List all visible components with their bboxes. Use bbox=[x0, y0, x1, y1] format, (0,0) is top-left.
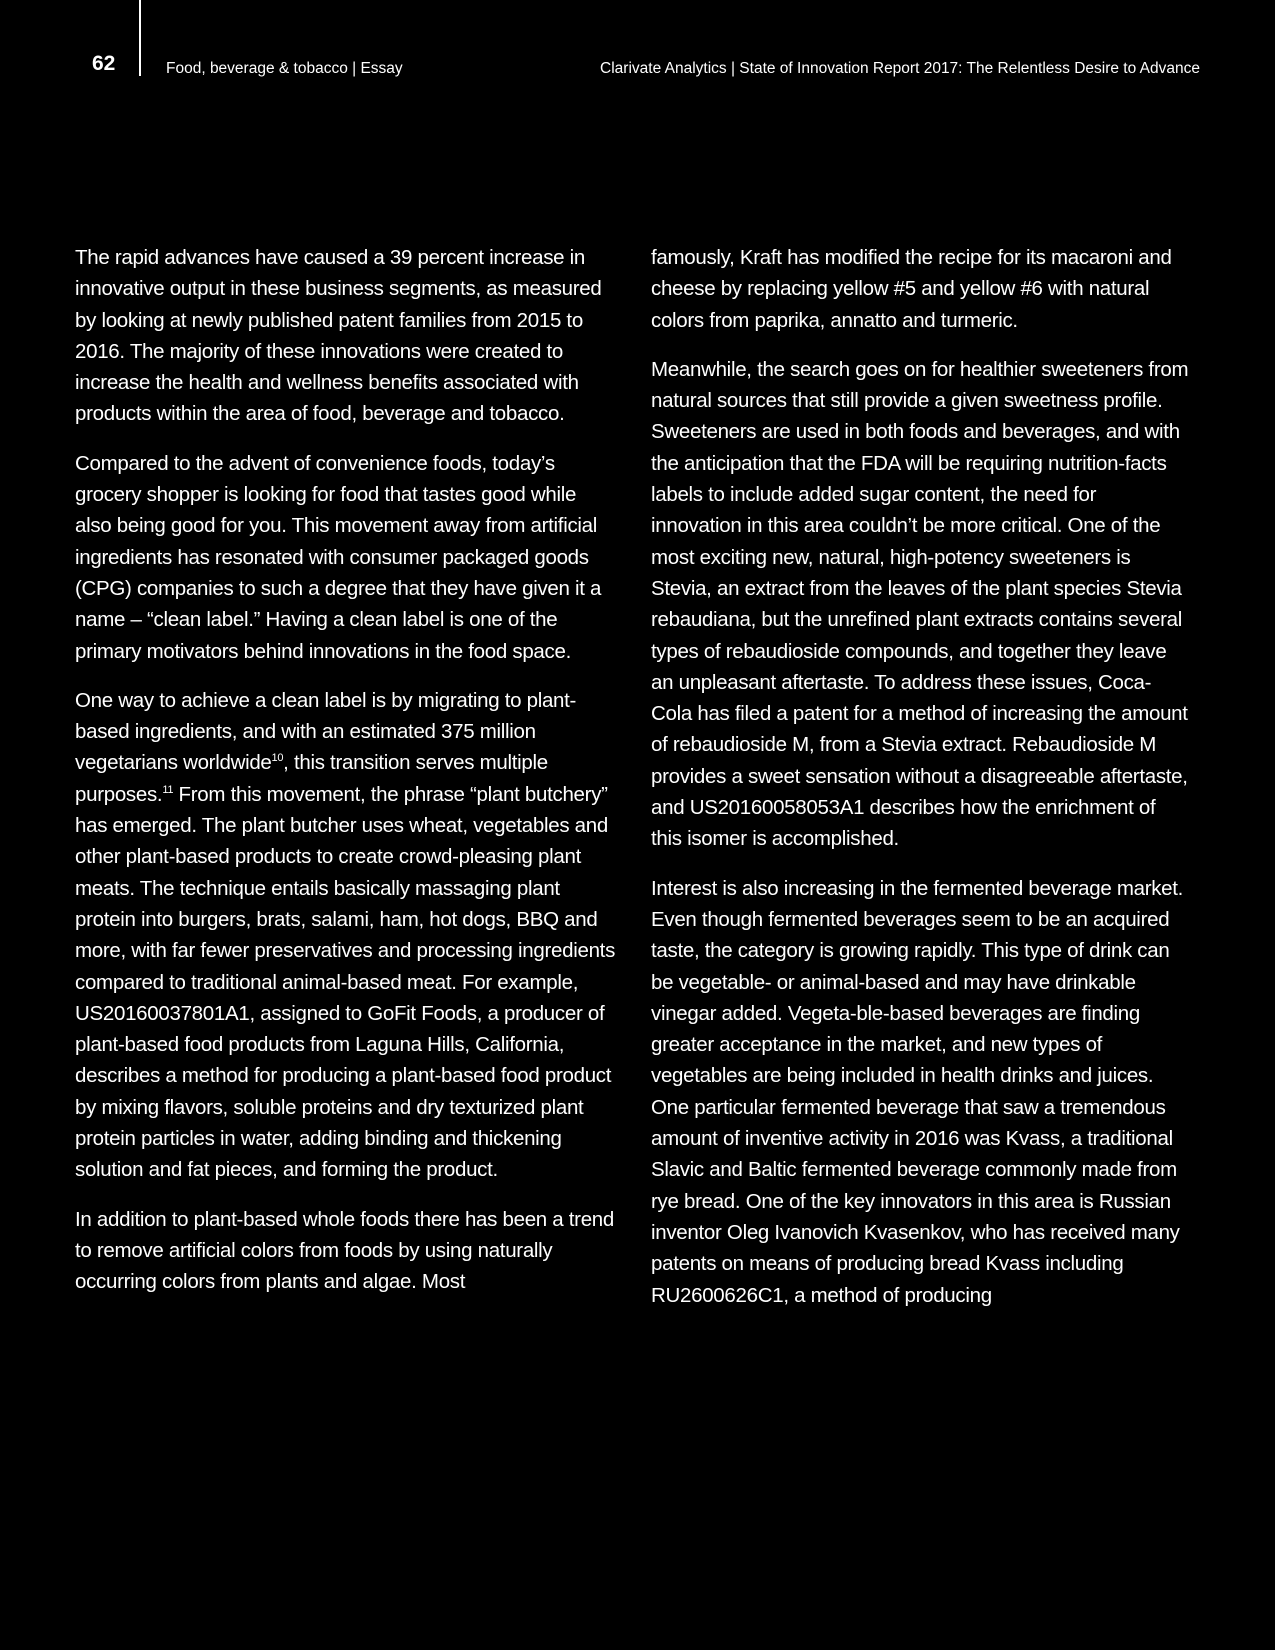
footnote-marker: 10 bbox=[271, 752, 284, 765]
paragraph: Meanwhile, the search goes on for healthier sweeteners from natural sources that still provide a given sweetness profile. Sweeteners are used in both foods and beverages, and with the anticipation that the FDA will be requiring nutrition-facts labels to include added sugar content, the need for innovation in this area couldn’t be more critical. One of the most exciting new, natural, high-potency sweeteners is Stevia, an extract from the leaves of the plant species Stevia rebaudiana, but the unrefined plant extracts contains several types of rebaudioside compounds, and together they leave an unpleasant aftertaste. To address these issues, Coca-Cola has filed a patent for a method of increasing the amount of rebaudioside M, from a Stevia extract. Rebaudioside M provides a sweet sensation without a disagreeable aftertaste, and US20160058053A1 describes how the enrichment of this isomer is accomplished. bbox=[651, 357, 1189, 851]
report-title: Clarivate Analytics | State of Innovation Report 2017: The Relentless Desire to Advance bbox=[600, 60, 1200, 77]
paragraph-text: , this transition serves multiple purposes. bbox=[75, 751, 548, 806]
paragraph: In addition to plant-based whole foods there has been a trend to remove artificial colors from foods by using naturally occurring colors from plants and algae. Most bbox=[75, 1207, 615, 1294]
paragraph: The rapid advances have caused a 39 percent increase in innovative output in these business segments, as measured by looking at newly published patent families from 2015 to 2016. The majority of these innovations were created to increase the health and wellness benefits associated with products within the area of food, beverage and tobacco. bbox=[75, 246, 602, 426]
paragraph bbox=[75, 685, 615, 1186]
paragraph: famously, Kraft has modified the recipe for its macaroni and cheese by replacing yellow #5 and yellow #6 with natural colors from paprika, annatto and turmeric. bbox=[651, 246, 1172, 332]
footnote-marker: 11 bbox=[162, 783, 174, 796]
page-header bbox=[0, 0, 1275, 90]
section-label: Food, beverage & tobacco | Essay bbox=[166, 60, 403, 77]
paragraph-text: One way to achieve a clean label is by migrating to plant-based ingredients, and with an estimated 375 million vegetarians worldwide bbox=[75, 688, 577, 775]
paragraph: Compared to the advent of convenience foods, today’s grocery shopper is looking for food that tastes good while also being good for you. This movement away from artificial ingredients has resonated with consumer packaged goods (CPG) companies to such a degree that they have given it a name – “clean label.” Having a clean label is one of the primary motivators behind innovations in the food space. bbox=[75, 451, 602, 663]
left-column bbox=[75, 242, 615, 1316]
paragraph-text: From this movement, the phrase “plant butchery” has emerged. The plant butcher uses wheat, vegetables and other plant-based products to create crowd-pleasing plant meats. The technique entails basically massaging plant protein into burgers, brats, salami, ham, hot dogs, BBQ and more, with far fewer preservatives and processing ingredients compared to traditional animal-based meat. For example, US20160037801A1, assigned to GoFit Foods, a producer of plant-based food products from Laguna Hills, California, describes a method for producing a plant-based food product by mixing flavors, soluble proteins and dry texturized plant protein particles in water, adding binding and thickening solution and fat pieces, and forming the product. bbox=[75, 782, 616, 1182]
page-number: 62 bbox=[92, 52, 116, 75]
right-column bbox=[651, 242, 1191, 1329]
paragraph: Interest is also increasing in the fermented beverage market. Even though fermented beverages seem to be an acquired taste, the category is growing rapidly. This type of drink can be vegetable- or animal-based and may have drinkable vinegar added. Vegeta-ble-based beverages are finding greater acceptance in the market, and new types of vegetables are being included in health drinks and juices. One particular fermented beverage that saw a tremendous amount of inventive activity in 2016 was Kvass, a traditional Slavic and Baltic fermented beverage commonly made from rye bread. One of the key innovators in this area is Russian inventor Oleg Ivanovich Kvasenkov, who has received many patents on means of producing bread Kvass including RU2600626C1, a method of producing bbox=[651, 876, 1184, 1307]
header-divider bbox=[139, 0, 141, 76]
